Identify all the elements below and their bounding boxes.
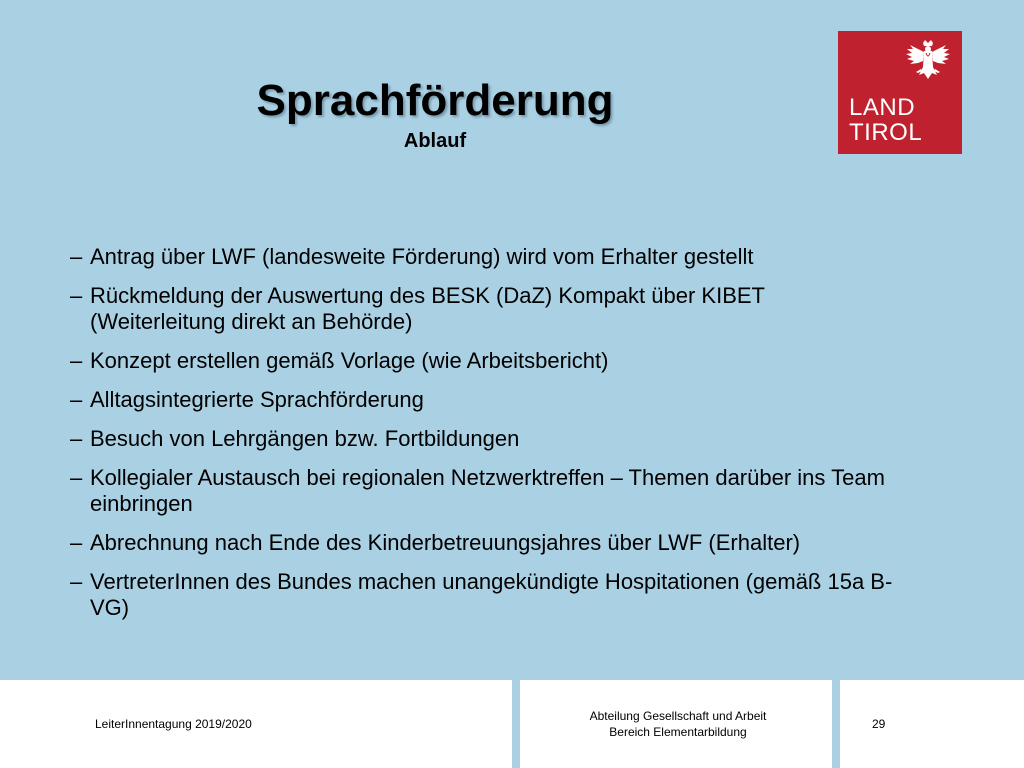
- bullet-text: Rückmeldung der Auswertung des BESK (DaZ) Kompakt über KIBET (Weiterleitung direkt an Behörde): [90, 283, 765, 334]
- bullet-marker: –: [70, 569, 83, 594]
- land-tirol-logo: [838, 31, 962, 154]
- bullet-marker: –: [70, 387, 83, 412]
- bullet-text: Konzept erstellen gemäß Vorlage (wie Arbeitsbericht): [90, 348, 609, 373]
- bullet-item: [70, 244, 900, 270]
- slide-title: Sprachförderung: [256, 76, 614, 125]
- bullet-item: [70, 426, 900, 452]
- footer-divider: [832, 680, 840, 768]
- bullet-marker: –: [70, 426, 83, 451]
- bullet-text: VertreterInnen des Bundes machen unangekündigte Hospitationen (gemäß 15a B-VG): [90, 569, 893, 620]
- page-number: 29: [872, 717, 886, 731]
- bullet-list: [70, 244, 900, 634]
- footer-event-label: LeiterInnentagung 2019/2020: [95, 717, 252, 731]
- logo-line-tirol: TIROL: [849, 119, 923, 146]
- logo-wordmark: [849, 95, 922, 145]
- bullet-text: Besuch von Lehrgängen bzw. Fortbildungen: [90, 426, 520, 451]
- bullet-item: [70, 569, 900, 621]
- bullet-item: [70, 283, 900, 335]
- tyrolean-eagle-icon: [904, 39, 952, 87]
- bullet-marker: –: [70, 348, 83, 373]
- bullet-marker: –: [70, 244, 83, 269]
- bullet-text: Antrag über LWF (landesweite Förderung) wird vom Erhalter gestellt: [90, 244, 754, 269]
- bullet-item: [70, 530, 900, 556]
- slide-footer: [0, 680, 1024, 768]
- bullet-marker: –: [70, 465, 83, 490]
- footer-department-line2: Bereich Elementarbildung: [609, 725, 747, 739]
- bullet-item: [70, 387, 900, 413]
- logo-line-land: LAND: [849, 94, 916, 121]
- slide-subtitle: Ablauf: [403, 130, 467, 152]
- bullet-item: [70, 465, 900, 517]
- bullet-text: Kollegialer Austausch bei regionalen Netzwerktreffen – Themen darüber ins Team einbringen: [90, 465, 885, 516]
- footer-divider: [512, 680, 520, 768]
- footer-department: [528, 708, 828, 740]
- bullet-text: Alltagsintegrierte Sprachförderung: [90, 387, 424, 412]
- bullet-item: [70, 348, 900, 374]
- bullet-marker: –: [70, 283, 83, 308]
- footer-department-line1: Abteilung Gesellschaft und Arbeit: [589, 709, 767, 723]
- bullet-marker: –: [70, 530, 83, 555]
- bullet-text: Abrechnung nach Ende des Kinderbetreuungsjahres über LWF (Erhalter): [90, 530, 801, 555]
